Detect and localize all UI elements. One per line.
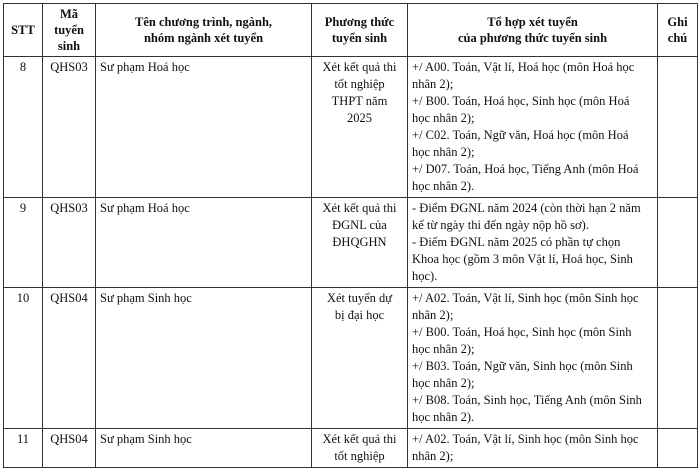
header-code: Mã tuyển sinh — [43, 4, 96, 57]
header-method: Phương thức tuyển sinh — [312, 4, 408, 57]
combo-line: +/ D07. Toán, Hoá học, Tiếng Anh (môn Hoá — [412, 162, 639, 176]
table-row — [4, 429, 698, 468]
combo-line: học nhân 2); — [412, 145, 475, 159]
combo-line: +/ C02. Toán, Ngữ văn, Hoá học (môn Hoá — [412, 128, 629, 142]
method-line: THPT năm — [331, 94, 388, 108]
method-line: Xét kết quả thi — [322, 60, 397, 74]
combo-line: học nhân 2). — [412, 410, 475, 424]
header-combo: Tổ hợp xét tuyển của phương thức tuyển sinh — [408, 4, 658, 57]
method-line: tốt nghiệp — [334, 77, 385, 91]
cell-method — [312, 57, 408, 198]
header-stt: STT — [4, 4, 43, 57]
cell-program: Sư phạm Sinh học — [96, 288, 312, 429]
admission-table — [3, 3, 698, 468]
combo-line: Khoa học (gồm 3 môn Vật lí, Hoá học, Sinh — [412, 252, 633, 266]
combo-line: kể từ ngày thi đến ngày nộp hồ sơ). — [412, 218, 589, 232]
method-line: ĐGNL của — [332, 218, 387, 232]
cell-code: QHS04 — [43, 429, 96, 468]
combo-line: +/ B00. Toán, Hoá học, Sinh học (môn Hoá — [412, 94, 630, 108]
cell-note — [658, 198, 698, 288]
combo-line: +/ A02. Toán, Vật lí, Sinh học (môn Sinh học — [412, 432, 639, 446]
combo-line: học nhân 2); — [412, 342, 475, 356]
cell-combo — [408, 198, 658, 288]
cell-method — [312, 288, 408, 429]
cell-code: QHS03 — [43, 198, 96, 288]
header-note: Ghi chú — [658, 4, 698, 57]
cell-method — [312, 429, 408, 468]
cell-stt: 10 — [4, 288, 43, 429]
cell-stt: 11 — [4, 429, 43, 468]
cell-note — [658, 57, 698, 198]
method-line: Xét kết quả thi — [322, 201, 397, 215]
combo-line: học nhân 2); — [412, 376, 475, 390]
combo-line: nhân 2); — [412, 449, 454, 463]
cell-combo — [408, 429, 658, 468]
cell-program: Sư phạm Hoá học — [96, 57, 312, 198]
cell-note — [658, 288, 698, 429]
method-line: bị đại học — [334, 308, 385, 322]
combo-line: - Điểm ĐGNL năm 2024 (còn thời hạn 2 năm — [412, 201, 641, 215]
combo-line: +/ B00. Toán, Hoá học, Sinh học (môn Sinh — [412, 325, 632, 339]
method-line: Xét tuyển dự — [326, 291, 393, 305]
table-row — [4, 198, 698, 288]
cell-program: Sư phạm Hoá học — [96, 198, 312, 288]
cell-code: QHS03 — [43, 57, 96, 198]
combo-line: học). — [412, 269, 438, 283]
combo-line: học nhân 2); — [412, 111, 475, 125]
combo-line: nhân 2); — [412, 77, 454, 91]
cell-stt: 9 — [4, 198, 43, 288]
combo-line: - Điểm ĐGNL năm 2025 có phần tự chọn — [412, 235, 621, 249]
table-row — [4, 57, 698, 198]
cell-program: Sư phạm Sinh học — [96, 429, 312, 468]
cell-note — [658, 429, 698, 468]
combo-line: +/ A00. Toán, Vật lí, Hoá học (môn Hoá học — [412, 60, 635, 74]
table-row — [4, 288, 698, 429]
cell-stt: 8 — [4, 57, 43, 198]
table-body — [4, 57, 698, 468]
combo-line: +/ A02. Toán, Vật lí, Sinh học (môn Sinh học — [412, 291, 639, 305]
method-line: ĐHQGHN — [332, 235, 387, 249]
header-program: Tên chương trình, ngành, nhóm ngành xét tuyển — [96, 4, 312, 57]
combo-line: nhân 2); — [412, 308, 454, 322]
cell-combo — [408, 57, 658, 198]
cell-method — [312, 198, 408, 288]
combo-line: +/ B08. Toán, Sinh học, Tiếng Anh (môn Sinh — [412, 393, 642, 407]
table-header-row — [4, 4, 698, 57]
combo-line: học nhân 2). — [412, 179, 475, 193]
cell-code: QHS04 — [43, 288, 96, 429]
cell-combo — [408, 288, 658, 429]
method-line: 2025 — [347, 111, 372, 125]
combo-line: +/ B03. Toán, Ngữ văn, Sinh học (môn Sinh — [412, 359, 633, 373]
method-line: Xét kết quả thi — [322, 432, 397, 446]
method-line: tốt nghiệp — [334, 449, 385, 463]
